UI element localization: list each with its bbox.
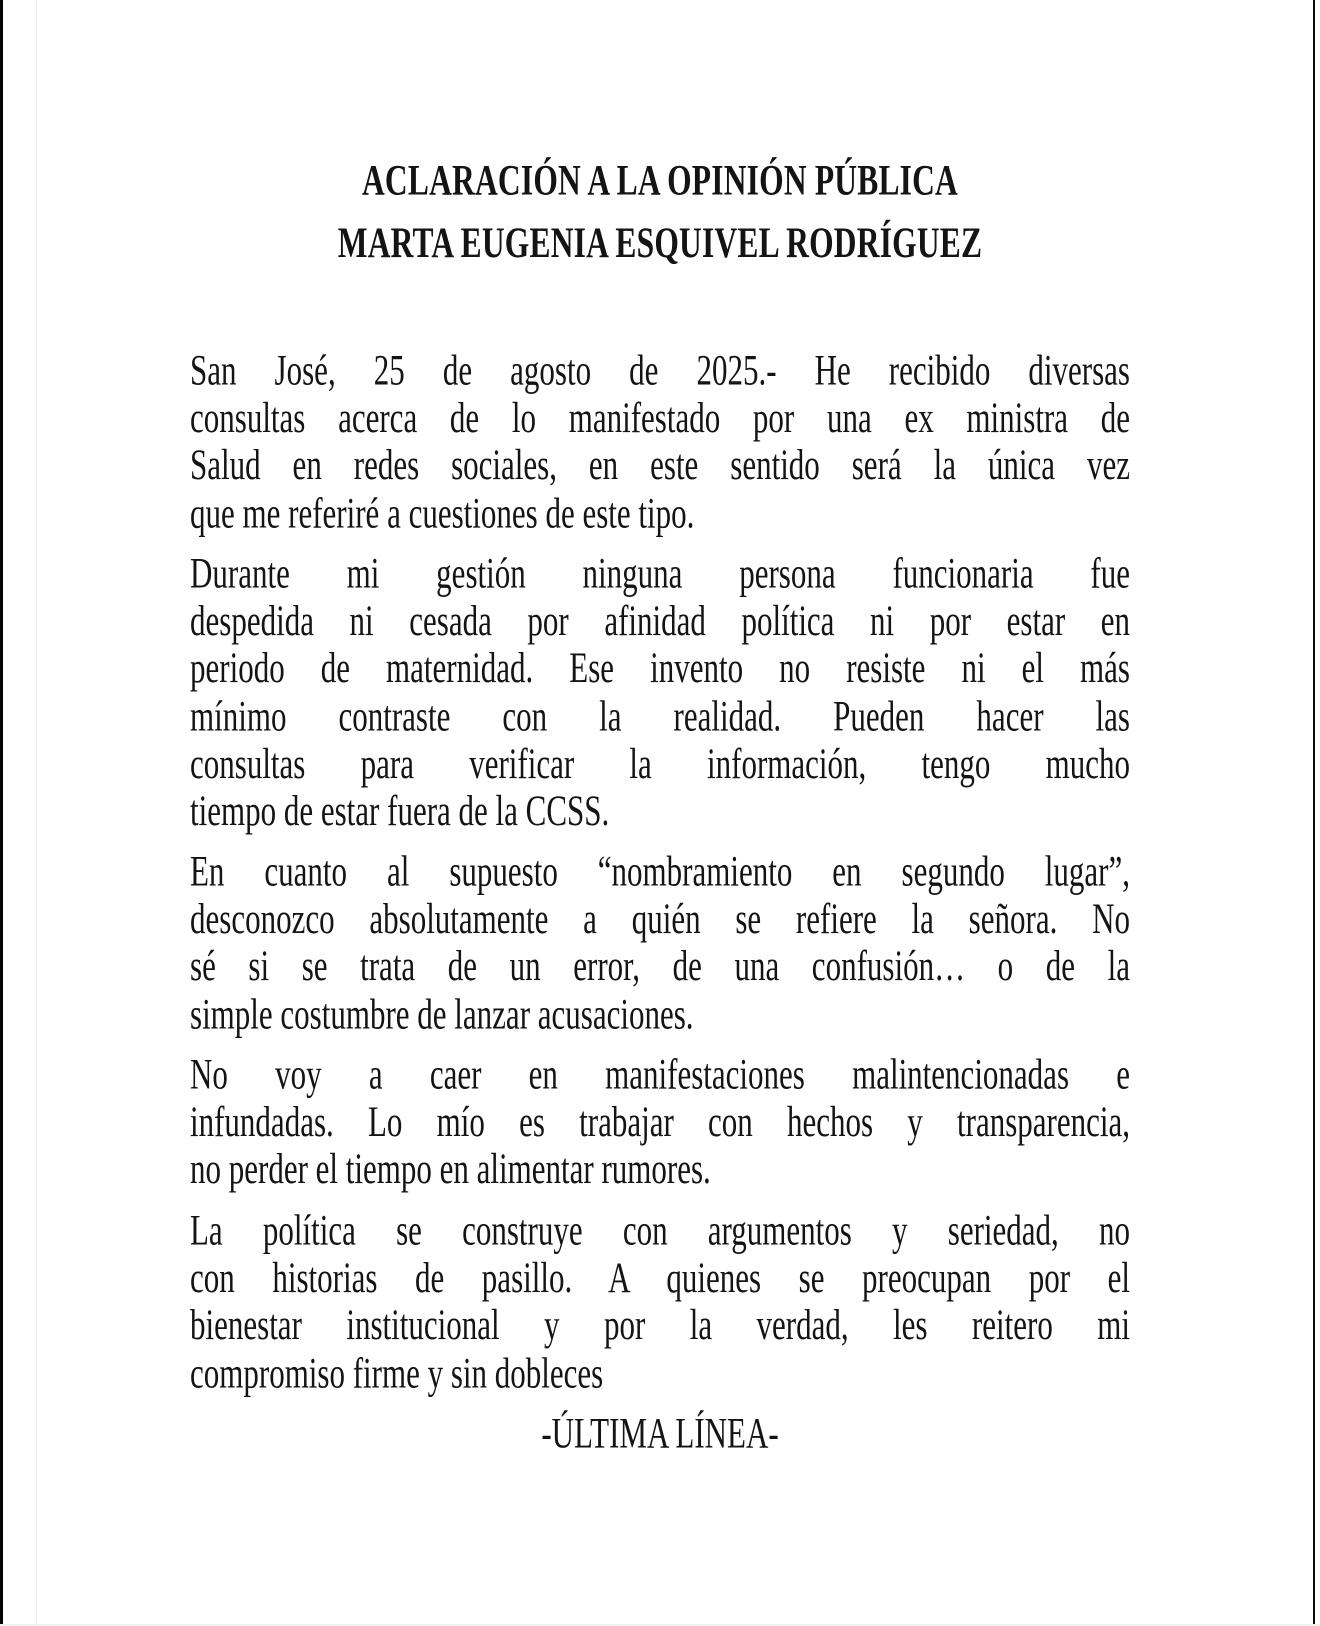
text-line: mínimo contraste con la realidad. Pueden hacer las (190, 691, 1130, 740)
text-line: bienestar institucional y por la verdad, les reitero mi (190, 1300, 1130, 1350)
document-title (190, 150, 1130, 274)
text-line: no perder el tiempo en alimentar rumores. (190, 1144, 711, 1194)
closing-line: -ÚLTIMA LÍNEA- (541, 1408, 779, 1458)
text-line: que me referiré a cuestiones de este tipo. (190, 488, 695, 537)
text-line: consultas acerca de lo manifestado por una ex ministra de (190, 393, 1130, 442)
text-line: consultas para verificar la información, tengo mucho (190, 738, 1130, 788)
text-line: periodo de maternidad. Ese invento no resiste ni el más (190, 643, 1130, 693)
text-line: tiempo de estar fuera de la CCSS. (190, 786, 610, 835)
paragraph-2 (190, 550, 1130, 835)
text-line: En cuanto al supuesto “nombramiento en segundo lugar”, (190, 846, 1130, 896)
text-line: San José, 25 de agosto de 2025.- He recibido diversas (190, 345, 1130, 395)
scan-left-edge-line (0, 0, 3, 1626)
text-line: compromiso firme y sin dobleces (190, 1348, 604, 1397)
text-line: sé si se trata de un error, de una confusión… o de la (190, 941, 1130, 991)
title-line-1: ACLARACIÓN A LA OPINIÓN PÚBLICA (361, 155, 959, 205)
text-line: La política se construye con argumentos y seriedad, no (190, 1205, 1130, 1255)
closing-line-wrap (190, 1410, 1130, 1458)
text-line: con historias de pasillo. A quienes se preocupan por el (190, 1253, 1130, 1302)
text-line: simple costumbre de lanzar acusaciones. (190, 989, 694, 1038)
scan-right-edge-line (1313, 0, 1315, 1626)
paragraph-3 (190, 848, 1130, 1038)
paragraph-1 (190, 347, 1130, 537)
text-line: infundadas. Lo mío es trabajar con hechos y transparencia, (190, 1097, 1130, 1146)
text-line: No voy a caer en manifestaciones malintencionadas e (190, 1049, 1130, 1099)
title-line-2: MARTA EUGENIA ESQUIVEL RODRÍGUEZ (337, 217, 983, 267)
paragraph-5 (190, 1207, 1130, 1397)
text-line: Salud en redes sociales, en este sentido será la única vez (190, 440, 1130, 490)
text-line: despedida ni cesada por afinidad política ni por estar en (190, 596, 1130, 645)
text-line: desconozco absolutamente a quién se refiere la señora. No (190, 894, 1130, 943)
paragraph-4 (190, 1051, 1130, 1194)
scan-fold-line (36, 0, 37, 1626)
text-line: Durante mi gestión ninguna persona funcionaria fue (190, 548, 1130, 598)
